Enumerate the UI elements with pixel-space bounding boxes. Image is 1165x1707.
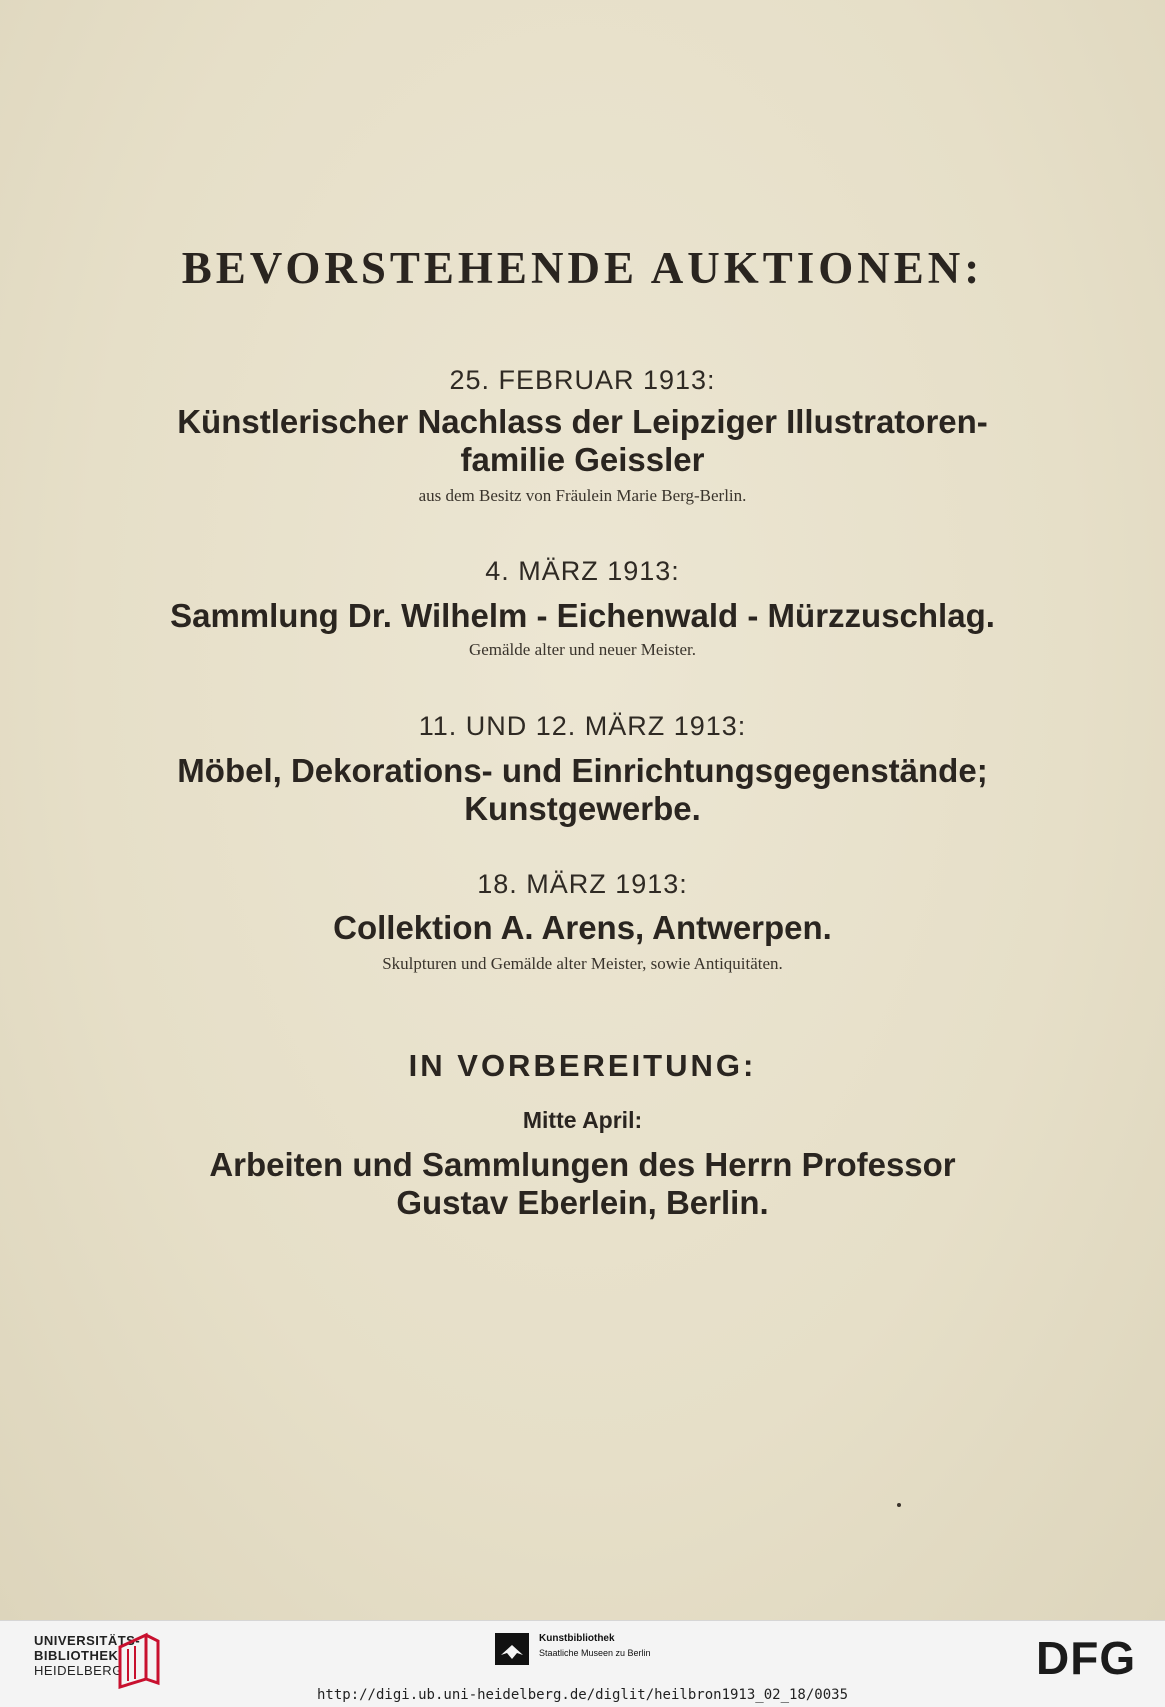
auction-4-subtitle: Skulpturen und Gemälde alter Meister, sowie Antiquitäten. <box>382 954 783 973</box>
preparation-date: Mitte April: <box>522 1107 643 1133</box>
auction-3-heading-line2: Kunstgewerbe. <box>464 790 701 827</box>
auction-2-heading: Sammlung Dr. Wilhelm - Eichenwald - Mürzzuschlag. <box>170 597 995 634</box>
auction-4-date: 18. MÄRZ 1913: <box>477 869 688 899</box>
auction-3-heading-line1: Möbel, Dekorations- und Einrichtungsgegenstände; <box>177 752 988 789</box>
auction-1-date: 25. FEBRUAR 1913: <box>449 365 716 395</box>
ub-logo-line3: HEIDELBERG <box>34 1663 123 1678</box>
ink-speck <box>897 1503 901 1507</box>
ub-book-icon <box>116 1631 162 1689</box>
auction-4-heading: Collektion A. Arens, Antwerpen. <box>333 909 832 946</box>
preparation-line2: Gustav Eberlein, Berlin. <box>396 1184 769 1221</box>
auction-1-subtitle: aus dem Besitz von Fräulein Marie Berg-Berlin. <box>418 486 747 505</box>
eagle-icon <box>495 1633 529 1665</box>
preparation-title: IN VORBEREITUNG: <box>408 1048 757 1083</box>
ub-logo-line2: BIBLIOTHEK <box>34 1648 119 1663</box>
dfg-logo[interactable]: DFG <box>1036 1632 1137 1684</box>
kunstbibliothek-name: Kunstbibliothek <box>539 1633 615 1644</box>
permalink-url[interactable]: http://digi.ub.uni-heidelberg.de/diglit/heilbron1913_02_18/0035 <box>316 1687 848 1703</box>
auction-2-date: 4. MÄRZ 1913: <box>485 556 680 586</box>
auction-1-heading-line2: familie Geissler <box>460 441 705 478</box>
auction-3-date: 11. UND 12. MÄRZ 1913: <box>418 711 747 741</box>
auction-2-subtitle: Gemälde alter und neuer Meister. <box>468 640 697 659</box>
page-title: BEVORSTEHENDE AUKTIONEN: <box>181 243 984 293</box>
preparation-line1: Arbeiten und Sammlungen des Herrn Professor <box>209 1146 956 1183</box>
auction-1-heading-line1: Künstlerischer Nachlass der Leipziger Illustratoren- <box>177 403 988 440</box>
staatliche-museen-name: Staatliche Museen zu Berlin <box>539 1648 651 1658</box>
viewer-footer <box>0 1620 1165 1707</box>
ub-logo-line1: UNIVERSITÄTS- <box>34 1633 141 1648</box>
kunstbibliothek-logo[interactable] <box>495 1633 651 1670</box>
